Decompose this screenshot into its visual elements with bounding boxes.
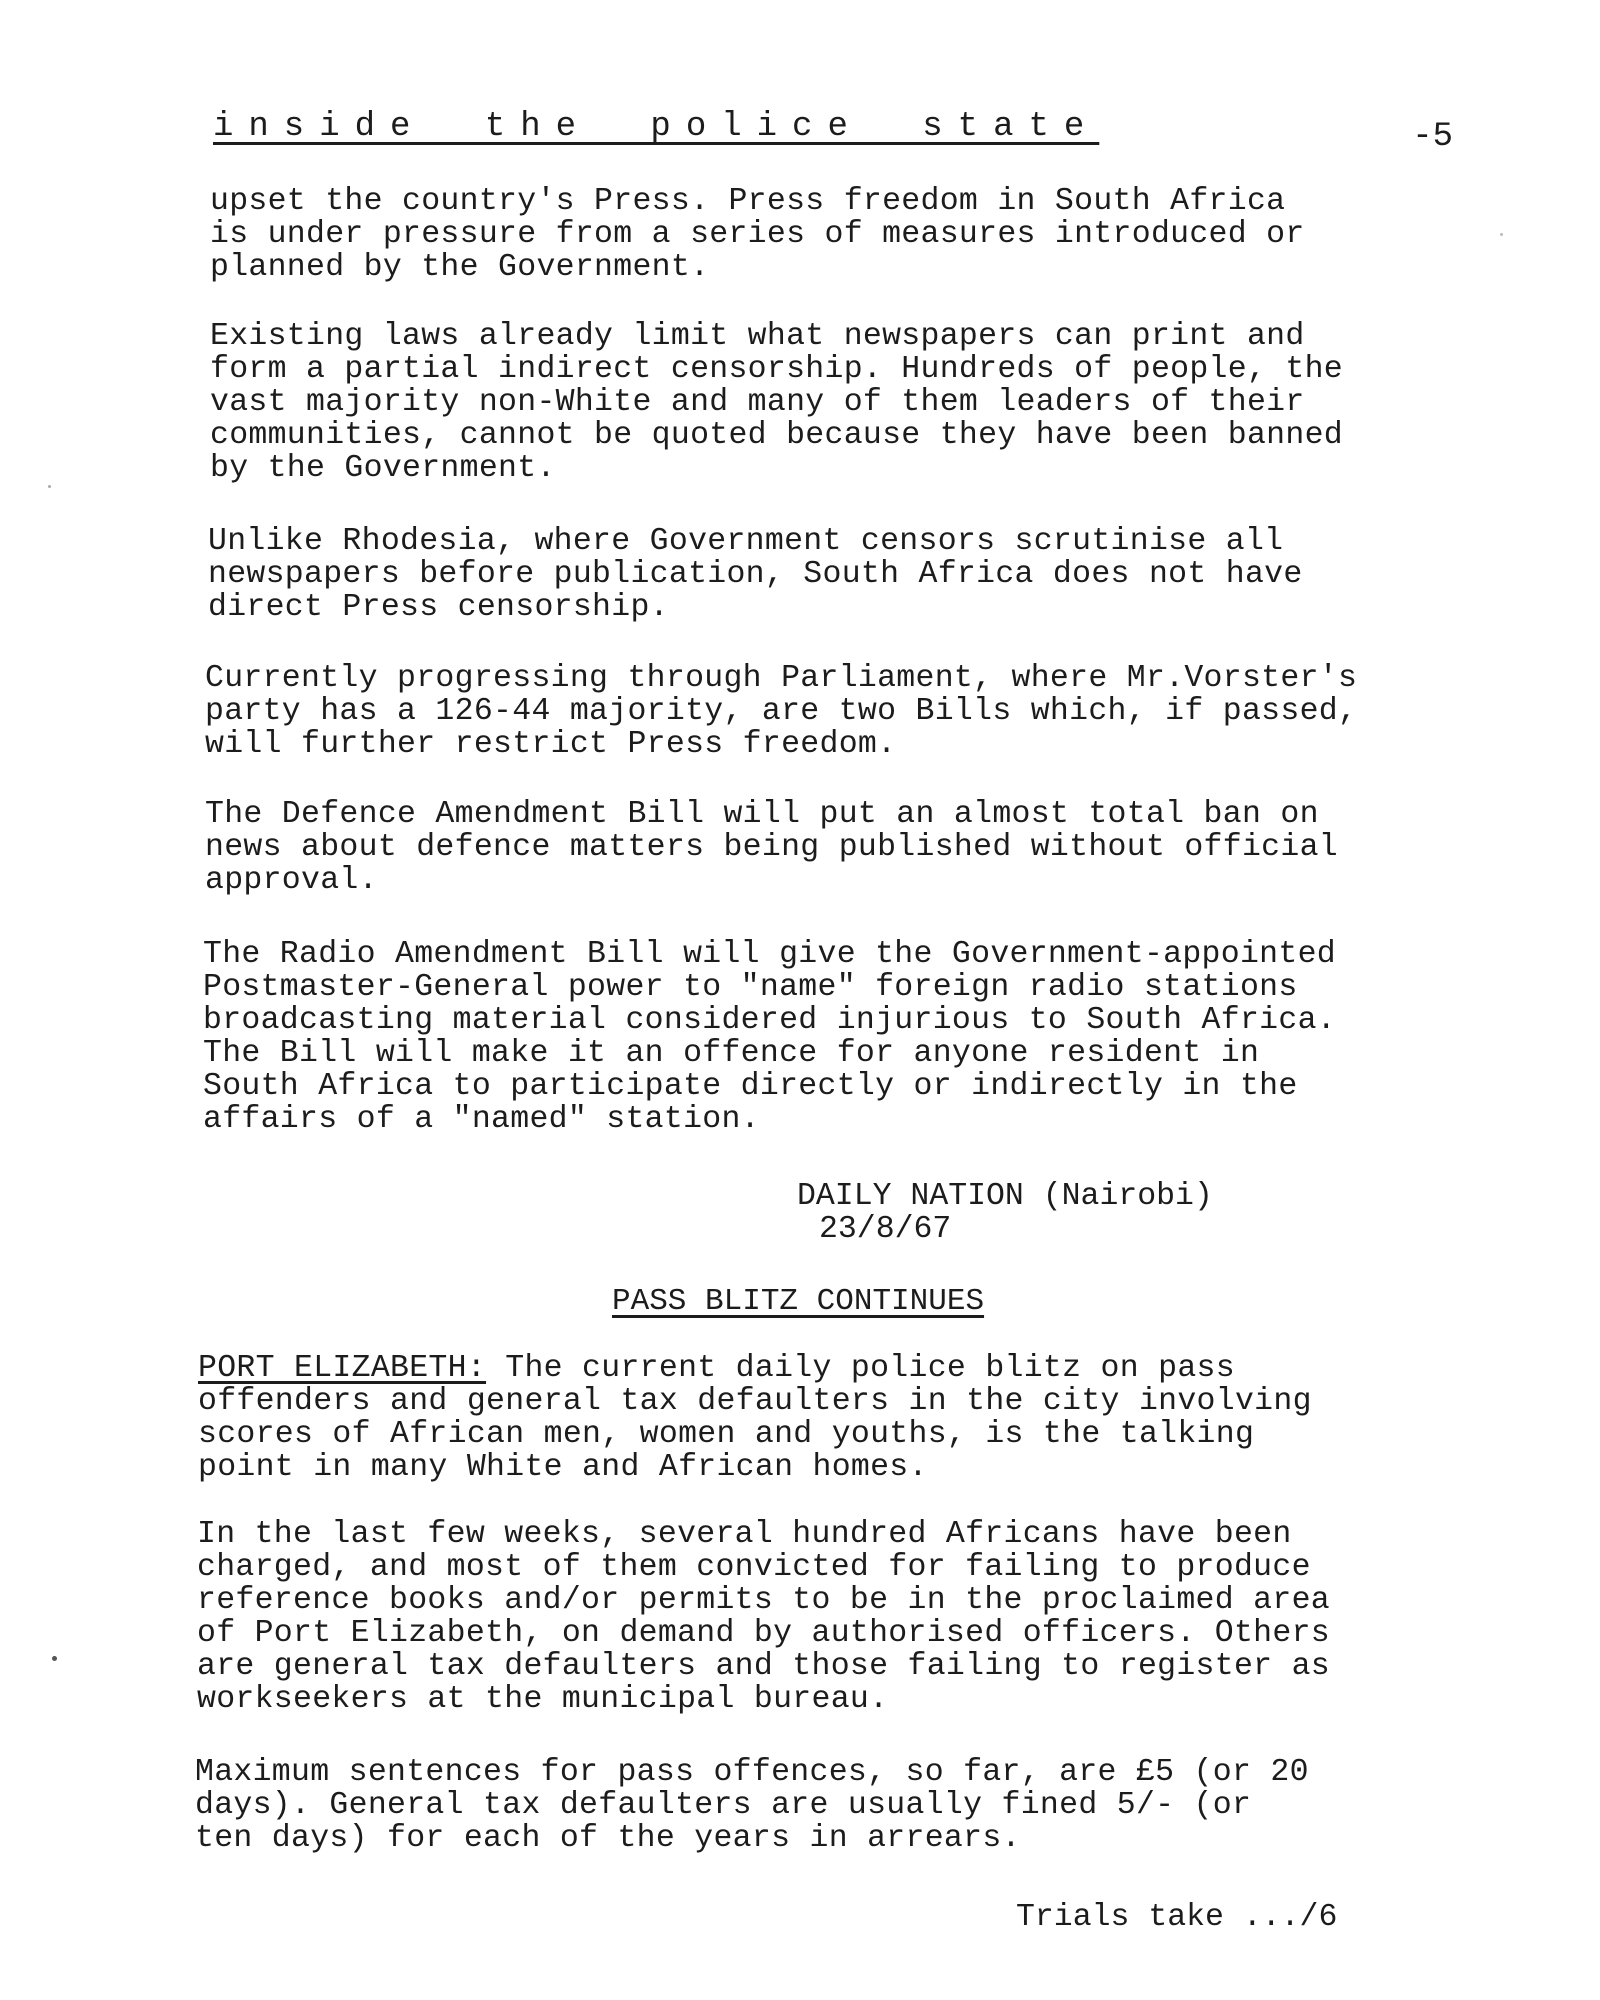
paragraph: In the last few weeks, several hundred Africans have been charged, and most of them convicted for failing to produce reference books and/or permits to be in the proclaimed area of Port Elizabeth, on demand by authorised officers. Others are general tax defaulters and those failing to register as workseekers at the municipal bureau. <box>197 1517 1330 1717</box>
page-header <box>213 108 1453 158</box>
lead-paragraph <box>198 1352 1498 1484</box>
page-number: -5 <box>1412 118 1453 156</box>
scan-speck <box>48 485 51 488</box>
running-title: inside the police state <box>213 108 1100 146</box>
lead-paragraph-text: The current daily police blitz on pass offenders and general tax defaulters in the city involving scores of African men, women and youths, is the talking point in many White and African homes. <box>198 1351 1312 1485</box>
article-headline: PASS BLITZ CONTINUES <box>612 1284 985 1319</box>
source-date: 23/8/67 <box>819 1212 952 1247</box>
paragraph: Currently progressing through Parliament, where Mr.Vorster's party has a 126-44 majority, are two Bills which, if passed, will further restrict Press freedom. <box>205 661 1358 762</box>
paragraph: Existing laws already limit what newspapers can print and form a partial indirect censorship. Hundreds of people, the vast majority non-White and many of them leaders of their communities, cannot be quoted because they have been banned by the Government. <box>210 319 1343 486</box>
scan-speck <box>1500 233 1503 236</box>
article-source <box>797 1180 1213 1246</box>
paragraph: Unlike Rhodesia, where Government censors scrutinise all newspapers before publication, South Africa does not have direct Press censorship. <box>208 524 1303 625</box>
paragraph: upset the country's Press. Press freedom in South Africa is under pressure from a series of measures introduced or planned by the Government. <box>210 184 1305 285</box>
paragraph: The Defence Amendment Bill will put an almost total ban on news about defence matters being published without official approval. <box>205 797 1338 898</box>
paragraph: Maximum sentences for pass offences, so far, are £5 (or 20 days). General tax defaulters are usually fined 5/- (or ten days) for each of the years in arrears. <box>195 1755 1309 1856</box>
dateline: PORT ELIZABETH: <box>198 1351 487 1386</box>
paragraph: The Radio Amendment Bill will give the Government-appointed Postmaster-General power to "name" foreign radio stations broadcasting material considered injurious to South Africa. The Bill will make it an offence for anyone resident in South Africa to participate directly or indirectly in the affairs of a "named" station. <box>203 937 1336 1137</box>
source-publication: DAILY NATION (Nairobi) <box>797 1179 1213 1214</box>
scan-speck <box>52 1656 57 1661</box>
continuation-note: Trials take .../6 <box>1016 1900 1338 1935</box>
